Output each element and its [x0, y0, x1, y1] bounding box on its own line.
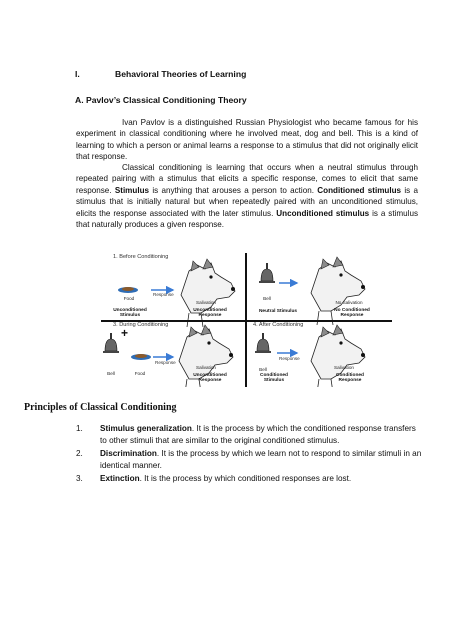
list-item	[76, 473, 422, 485]
label-unconditioned-response: Unconditioned Response	[193, 373, 227, 384]
paragraph-pavlov-text: Ivan Pavlov is a distinguished Russian Physiologist who became famous for his experiment in classical conditioning where he involved meat, dog and bell. This is a kind of learning to which a person or animal learns a response to a stimulus that did not originally elicit that response.	[76, 118, 418, 162]
paragraph-text: is a stimulus that naturally produces a given response.	[76, 208, 418, 230]
section-title: Behavioral Theories of Learning	[115, 69, 247, 79]
section-number: I.	[75, 69, 80, 79]
paragraph-text: Classical conditioning is learning that occurs when a neutral stimulus through repeated pairing with a stimulus that elicits a specific response, comes to elicit that same response.	[76, 163, 418, 195]
term-stimulus-generalization: Stimulus generalization	[100, 424, 192, 433]
svg-text:+: +	[121, 326, 129, 340]
label-no-conditioned-response: No Conditioned Response	[334, 308, 370, 319]
label-bell: Bell	[259, 367, 267, 372]
section-heading	[75, 69, 246, 79]
panel-1-title: 1. Before Conditioning	[113, 254, 169, 260]
paragraph-text: is anything that arouses a person to action.	[149, 185, 318, 195]
paragraph-classical-conditioning	[76, 162, 418, 230]
subsection-heading: A. Pavlov’s Classical Conditioning Theory	[75, 95, 247, 105]
paragraph-text: is a stimulus that is initially natural but when repeatedly paired with an unconditioned stimulus, elicits the response associated with the later stimulus.	[76, 185, 418, 218]
label-unconditioned-response: Unconditioned Response	[193, 308, 227, 319]
term-extinction: Extinction	[100, 474, 140, 484]
list-item	[76, 448, 422, 471]
term-conditioned-stimulus: Conditioned stimulus	[317, 185, 402, 195]
list-item-text: . It is the process by which the conditioned response transfers to other stimuli that are similar to the original conditioned stimulus.	[100, 424, 416, 445]
pavlov-conditioning-figure	[101, 253, 392, 387]
label-no-salivation: No Salivation	[335, 300, 363, 305]
label-salivation: Salivation	[334, 365, 354, 370]
label-salivation: Salivation	[196, 365, 216, 370]
list-item-text: . It is the process by which conditioned responses are lost.	[139, 474, 352, 484]
list-number: 2.	[76, 449, 83, 459]
label-bell: Bell	[263, 296, 271, 301]
label-food: Food	[134, 371, 146, 376]
panel-4-title: 4. After Conditioning	[253, 322, 304, 328]
principles-list	[76, 423, 422, 487]
label-food: Food	[123, 296, 135, 301]
panel-3-title: 3. During Conditioning	[113, 322, 169, 328]
label-bell: Bell	[107, 371, 115, 376]
label-neutral-stimulus: Neutral Stimulus	[258, 309, 298, 314]
term-discrimination: Discrimination	[100, 449, 157, 459]
principles-heading: Principles of Classical Conditioning	[24, 402, 177, 413]
list-number: 3.	[76, 474, 83, 484]
label-salivation: Salivation	[196, 300, 216, 305]
label-conditioned-response: Conditioned Response	[336, 373, 364, 384]
label-response: Response	[153, 292, 174, 297]
label-conditioned-stimulus: Conditioned Stimulus	[260, 373, 288, 384]
list-number: 1.	[76, 424, 83, 433]
label-response: Response	[155, 360, 176, 365]
list-item-text: . It is the process by which we learn not to respond to similar stimuli in an identical manner.	[100, 449, 422, 470]
term-unconditioned-stimulus: Unconditioned stimulus	[276, 208, 370, 218]
list-item	[76, 423, 422, 446]
term-stimulus: Stimulus	[114, 185, 150, 195]
paragraph-pavlov	[76, 117, 418, 163]
label-unconditioned-stimulus: Unconditioned Stimulus	[113, 308, 147, 319]
label-response: Response	[279, 356, 300, 361]
